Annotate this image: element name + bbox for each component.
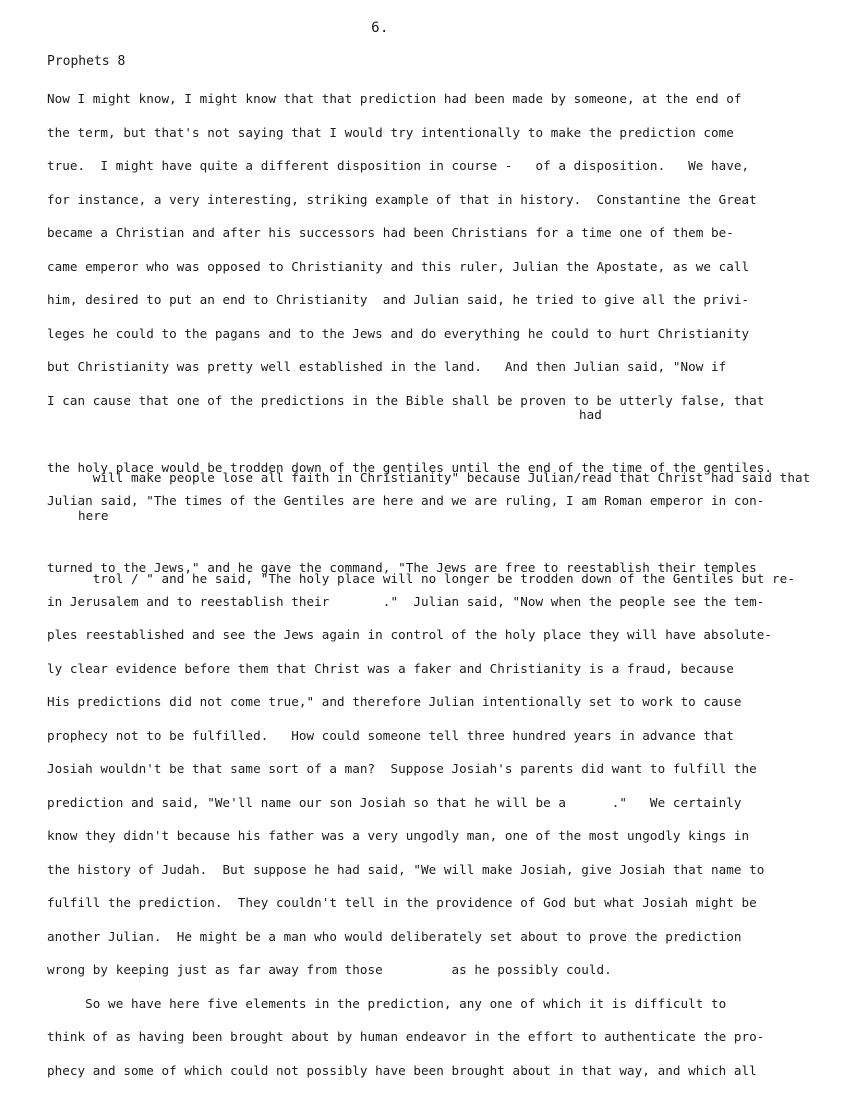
text-line: the term, but that's not saying that I would try intentionally to make the prediction come bbox=[47, 124, 734, 140]
text-line: So we have here five elements in the prediction, any one of which it is difficult to bbox=[47, 995, 727, 1011]
interlinear-insertion: here bbox=[78, 507, 109, 523]
text-line: His predictions did not come true," and therefore Julian intentionally set to work to cause bbox=[47, 694, 742, 709]
text-line: fulfill the prediction. They couldn't tell in the providence of God but what Josiah might be bbox=[47, 895, 757, 910]
text-line: Now I might know, I might know that that prediction had been made by someone, at the end of bbox=[47, 91, 742, 106]
text-line: phecy and some of which could not possibly have been brought about in that way, and which all bbox=[47, 1062, 757, 1078]
text-line: him, desired to put an end to Christianity and Julian said, he tried to give all the privi- bbox=[47, 292, 750, 307]
text-line: ly clear evidence before them that Christ was a faker and Christianity is a fraud, because bbox=[47, 660, 734, 676]
text-line: prediction and said, "We'll name our son Josiah so that he will be a ." We certainly bbox=[47, 794, 742, 810]
text-line: turned to the Jews," and he gave the command, "The Jews are free to reestablish their temples bbox=[47, 560, 757, 575]
text-line: true. I might have quite a different disposition in course - of a disposition. We have, bbox=[47, 158, 750, 173]
text-line: became a Christian and after his successors had been Christians for a time one of them be- bbox=[47, 225, 734, 240]
text-line: for instance, a very interesting, striking example of that in history. Constantine the Great bbox=[47, 191, 757, 207]
text-line: wrong by keeping just as far away from those as he possibly could. bbox=[47, 962, 612, 977]
document-body bbox=[47, 88, 847, 1093]
text-line: leges he could to the pagans and to the Jews and do everything he could to hurt Christianity bbox=[47, 325, 750, 341]
text-line: Julian said, "The times of the Gentiles are here and we are ruling, I am Roman emperor in con- bbox=[47, 493, 765, 508]
text-line: in Jerusalem and to reestablish their ." Julian said, "Now when the people see the tem- bbox=[47, 593, 765, 609]
page-number: 6. bbox=[371, 20, 389, 36]
text-line: came emperor who was opposed to Christianity and this ruler, Julian the Apostate, as we call bbox=[47, 258, 750, 274]
text-line-content: will make people lose all faith in Christianity" because Julian/read that Christ had said that bbox=[92, 470, 811, 485]
text-line: think of as having been brought about by human endeavor in the effort to authenticate the pro- bbox=[47, 1029, 765, 1044]
text-line: but Christianity was pretty well established in the land. And then Julian said, "Now if bbox=[47, 359, 727, 374]
document-header: Prophets 8 bbox=[47, 54, 126, 69]
text-line: I can cause that one of the predictions in the Bible shall be proven to be utterly false, that bbox=[47, 392, 765, 408]
text-line: Josiah wouldn't be that same sort of a man? Suppose Josiah's parents did want to fulfill the bbox=[47, 761, 757, 776]
text-line: the holy place would be trodden down of the gentiles until the end of the time of the gentiles. bbox=[47, 459, 773, 475]
text-line: ples reestablished and see the Jews again in control of the holy place they will have absolute- bbox=[47, 627, 773, 642]
text-line: the history of Judah. But suppose he had said, "We will make Josiah, give Josiah that name to bbox=[47, 861, 765, 877]
text-line: know they didn't because his father was a very ungodly man, one of the most ungodly kings in bbox=[47, 828, 750, 843]
interlinear-insertion: had bbox=[579, 407, 602, 422]
text-line: another Julian. He might be a man who would deliberately set about to prove the prediction bbox=[47, 928, 742, 944]
text-line: prophecy not to be fulfilled. How could someone tell three hundred years in advance that bbox=[47, 727, 734, 743]
text-line-content: trol / " and he said, "The holy place will no longer be trodden down of the Gentiles but re- bbox=[92, 570, 795, 586]
